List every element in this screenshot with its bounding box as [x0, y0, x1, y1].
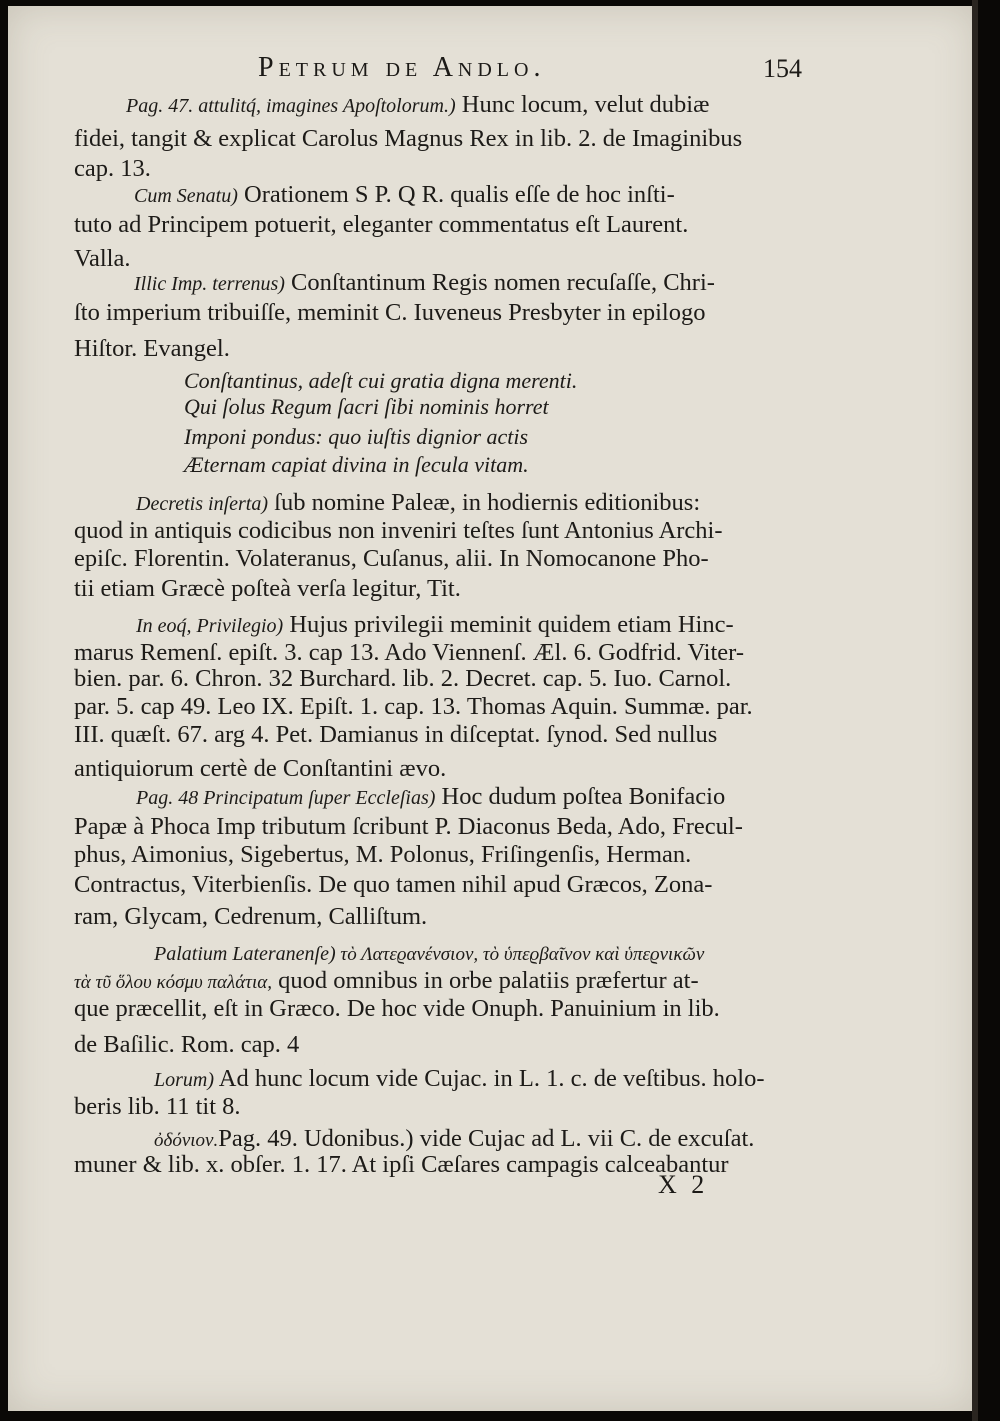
- greek-text: τὰ τῦ ὅλου κόσμυ παλάτια,: [74, 972, 272, 993]
- running-head: Petrum de Andlo.: [258, 52, 546, 83]
- text-line: [74, 1028, 1000, 1062]
- lemma: Pag. 47. attulitq́, imagines Apoſtolorum.): [126, 95, 456, 117]
- line-text: Contractus, Viterbienſis. De quo tamen nihil apud Græcos, Zona-: [74, 871, 713, 898]
- text-line: [74, 868, 1000, 902]
- line-text: Valla.: [74, 245, 131, 272]
- lemma: In eoq́, Privilegio): [136, 615, 284, 637]
- line-text: cap. 13.: [74, 155, 151, 182]
- line-text: beris lib. 11 tit 8.: [74, 1093, 241, 1120]
- line-text: Hujus privilegii meminit quidem etiam Hinc-: [283, 611, 734, 638]
- line-text: bien. par. 6. Chron. 32 Burchard. lib. 2. Decret. cap. 5. Iuo. Carnol.: [74, 665, 732, 692]
- line-text: tii etiam Græcè poſteà verſa legitur, Tit.: [74, 575, 461, 602]
- text-line: [184, 448, 1000, 482]
- text-line: [126, 88, 1000, 123]
- text-line: [74, 572, 1000, 606]
- line-text: Conſtantinum Regis nomen recuſaſſe, Chri-: [284, 269, 715, 296]
- text-line: [74, 992, 1000, 1026]
- text-line: [74, 296, 1000, 330]
- text-line: [74, 1090, 1000, 1124]
- line-text: Hunc locum, velut dubiæ: [455, 91, 710, 118]
- greek-text: ὀδόνιον.: [154, 1130, 219, 1151]
- line-text: ram, Glycam, Cedrenum, Calliſtum.: [74, 903, 428, 930]
- book-page: [8, 6, 976, 1411]
- line-text: ſub nomine Paleæ, in hodiernis editionibus:: [268, 489, 701, 516]
- line-text: vide Cujac ad L. vii C. de excuſat.: [413, 1125, 755, 1152]
- line-text: Ad hunc locum vide Cujac. in L. 1. c. de veſtibus. holo-: [214, 1065, 765, 1092]
- line-text: que præcellit, eſt in Græco. De hoc vide Onuph. Panuinium in lib.: [74, 995, 720, 1022]
- text-line: [74, 838, 1000, 872]
- lemma: Lorum): [154, 1069, 215, 1091]
- line-text: de Baſilic. Rom. cap. 4: [74, 1031, 300, 1058]
- line-text: Hoc dudum poſtea Bonifacio: [435, 783, 726, 810]
- line-text: phus, Aimonius, Sigebertus, M. Polonus, Friſingenſis, Herman.: [74, 841, 692, 868]
- greek-text: τὸ Λατεϱανένσιον, τὸ ὑπεϱβαῖνον καὶ ὑπεϱνικῶν: [335, 944, 705, 965]
- line-text: Pag. 49. Udonibus.): [218, 1125, 414, 1152]
- line-text: marus Remenſ. epiſt. 3. cap 13. Ado Viennenſ. Æl. 6. Godfrid. Viter-: [74, 639, 744, 666]
- text-line: [74, 122, 1000, 156]
- text-line: [74, 1148, 1000, 1182]
- verse-line: Imponi pondus: quo iuſtis dignior actis: [184, 424, 529, 449]
- verse-line: Æternam capiat divina in ſecula vitam.: [184, 452, 529, 477]
- line-text: ſto imperium tribuiſſe, meminit C. Iuveneus Presbyter in epilogo: [74, 299, 706, 326]
- signature-mark: X 2: [658, 1170, 709, 1199]
- lemma: Pag. 48 Principatum ſuper Eccleſias): [136, 787, 436, 809]
- lemma: Decretis inſerta): [136, 493, 269, 515]
- lemma: Palatium Lateranenſe): [154, 943, 336, 965]
- page-edge: [972, 0, 978, 1421]
- line-text: epiſc. Florentin. Volateranus, Cuſanus, alii. In Nomocanone Pho-: [74, 545, 709, 572]
- line-text: tuto ad Principem potuerit, eleganter commentatus eſt Laurent.: [74, 211, 689, 238]
- text-line: [74, 332, 1000, 366]
- line-text: Hiſtor. Evangel.: [74, 335, 230, 362]
- text-line: [184, 390, 1000, 424]
- lemma: Illic Imp. terrenus): [134, 273, 285, 295]
- verse-line: Conſtantinus, adeſt cui gratia digna merenti.: [184, 368, 578, 393]
- text-line: [74, 542, 1000, 576]
- verse-line: Qui ſolus Regum ſacri ſibi nominis horret: [184, 394, 549, 419]
- page-number: 154: [763, 54, 802, 83]
- text-line: [74, 208, 1000, 242]
- line-text: antiquiorum certè de Conſtantini ævo.: [74, 755, 447, 782]
- line-text: Orationem S P. Q R. qualis eſſe de hoc inſti-: [237, 181, 675, 208]
- line-text: III. quæſt. 67. arg 4. Pet. Damianus in diſceptat. ſynod. Sed nullus: [74, 721, 718, 748]
- line-text: Papæ à Phoca Imp tributum ſcribunt P. Diaconus Beda, Ado, Frecul-: [74, 813, 743, 840]
- line-text: quod omnibus in orbe palatiis præfertur at-: [272, 967, 699, 994]
- text-line: [74, 718, 1000, 752]
- line-text: par. 5. cap 49. Leo IX. Epiſt. 1. cap. 13. Thomas Aquin. Summæ. par.: [74, 693, 753, 720]
- text-line: [74, 900, 1000, 934]
- lemma: Cum Senatu): [134, 185, 238, 207]
- line-text: quod in antiquis codicibus non inveniri teſtes ſunt Antonius Archi-: [74, 517, 723, 544]
- line-text: fidei, tangit & explicat Carolus Magnus Rex in lib. 2. de Imaginibus: [74, 125, 743, 152]
- line-text: muner & lib. x. obſer. 1. 17. At ipſi Cæſares campagis calceabantur: [74, 1151, 729, 1178]
